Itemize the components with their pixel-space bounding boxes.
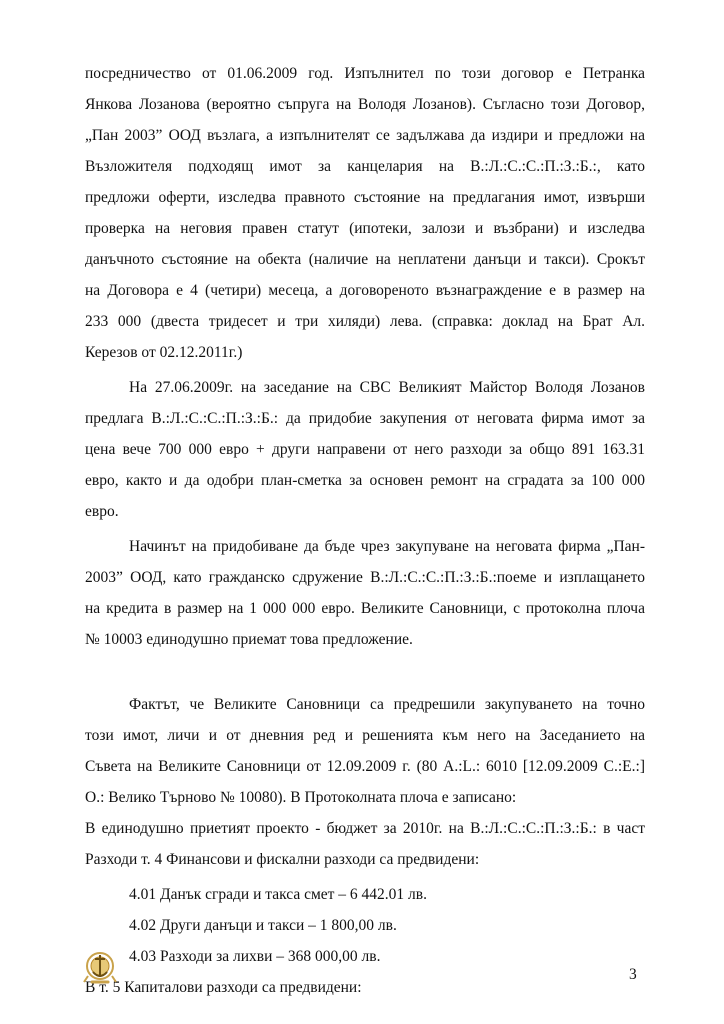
paragraph-line: № 10003 единодушно приемат това предложение. [85,631,413,648]
paragraph-line: на кредита в размер на 1 000 000 евро. Великите Сановници, с протоколна плоча [85,600,645,617]
paragraph-line: О.: Велико Търново № 10080). В Протоколната плоча е записано: [85,789,517,806]
budget-item: 4.02 Други данъци и такси – 1 800,00 лв. [129,917,397,934]
paragraph-line: Керезов от 02.12.2011г.) [85,344,243,361]
page-number: 3 [629,966,637,983]
budget-item: 4.03 Разходи за лихви – 368 000,00 лв. [129,948,381,965]
paragraph-line: евро. [85,503,119,520]
paragraph-line: 2003” ООД, като гражданско сдружение В.:Л.:С.:С.:П.:З.:Б.:поеме и изплащането [85,569,645,586]
paragraph-line: цена вече 700 000 евро + други направени от него разходи за общо 891 163.31 [85,441,645,458]
paragraph-line: В т. 5 Капиталови разходи са предвидени: [85,979,362,996]
paragraph-line: на Договора е 4 (четири) месеца, а договореното възнаграждение е в размер на [85,282,645,299]
paragraph-line: предложи оферти, изследва правното състояние на предлагания имот, извърши [85,189,645,206]
paragraph-line: предлага В.:Л.:С.:С.:П.:З.:Б.: да придобие закупения от неговата фирма имот за [85,410,645,427]
paragraph-line: данъчното състояние на обекта (наличие на неплатени данъци и такси). Срокът [85,251,645,268]
paragraph-line: Фактът, че Великите Сановници са предрешили закупуването на точно [129,696,645,713]
paragraph-line: Янкова Лозанова (вероятно съпруга на Володя Лозанов). Съгласно този Договор, [85,96,645,113]
paragraph-line: Възложителя подходящ имот за канцелария на В.:Л.:С.:С.:П.:З.:Б.:, като [85,158,645,175]
paragraph-line: посредничество от 01.06.2009 год. Изпълнител по този договор е Петранка [85,65,645,82]
paragraph-line: „Пан 2003” ООД възлага, а изпълнителят се задължава да издири и предложи на [85,127,645,144]
paragraph-line: 233 000 (двеста тридесет и три хиляди) лева. (справка: доклад на Брат Ал. [85,313,645,330]
paragraph-line: евро, както и да одобри план-сметка за основен ремонт на сградата за 100 000 [85,472,645,489]
paragraph-line: Начинът на придобиване да бъде чрез закупуване на неговата фирма „Пан- [129,538,645,555]
paragraph-line: В единодушно приетият проекто - бюджет за 2010г. на В.:Л.:С.:С.:П.:З.:Б.: в част [85,820,645,837]
paragraph-line: този имот, личи и от дневния ред и решенията към него на Заседанието на [85,727,645,744]
paragraph-line: Съвета на Великите Сановници от 12.09.2009 г. (80 А.:L.: 6010 [12.09.2009 С.:Е.:] [85,758,645,775]
budget-item: 4.01 Данък сгради и такса смет – 6 442.01 лв. [129,886,427,903]
anchor-emblem-icon [80,946,120,990]
paragraph-line: Разходи т. 4 Финансови и фискални разходи са предвидени: [85,851,480,868]
paragraph-line: проверка на неговия правен статут (ипотеки, залози и възбрани) и изследва [85,220,645,237]
paragraph-line: На 27.06.2009г. на заседание на СВС Великият Майстор Володя Лозанов [129,379,645,396]
